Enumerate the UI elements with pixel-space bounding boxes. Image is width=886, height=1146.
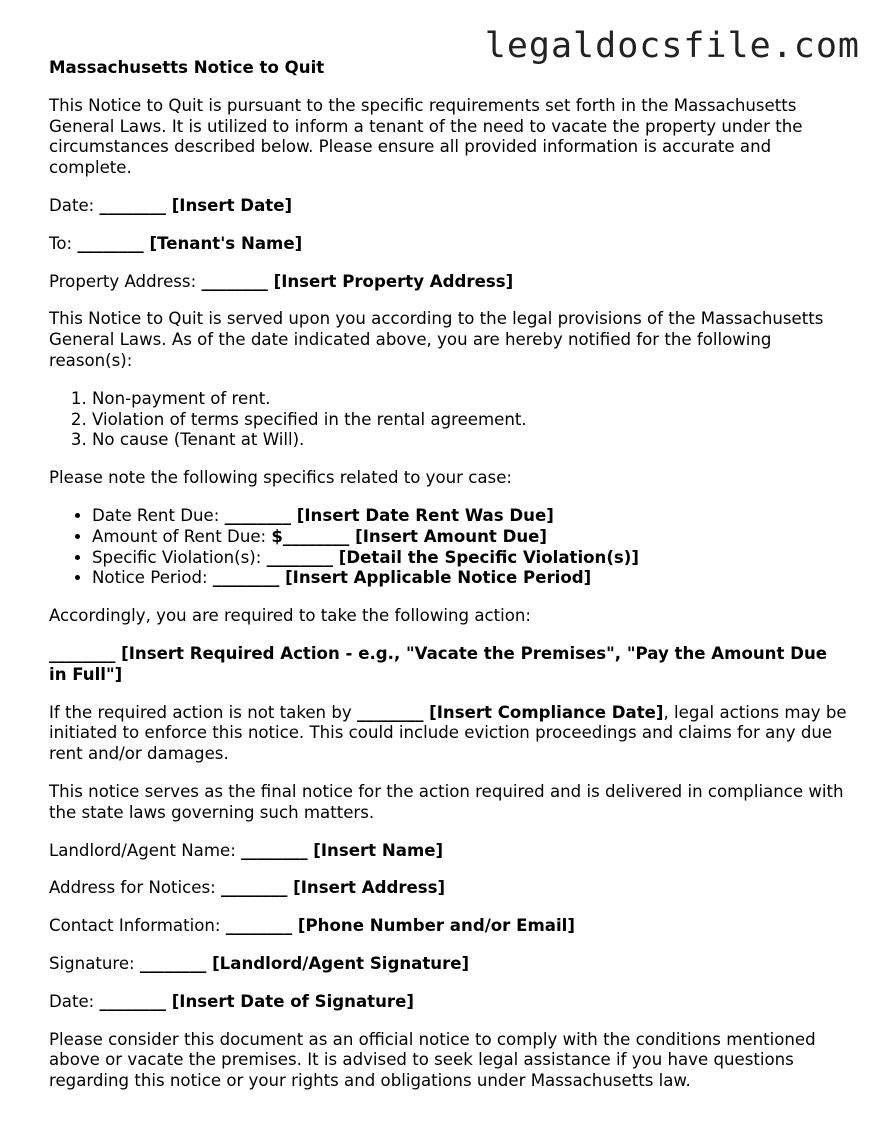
signature-date-label: Date: [49, 991, 95, 1011]
specific-item [92, 506, 849, 527]
specific-blank: ________ [212, 568, 280, 588]
specific-label: Amount of Rent Due: [92, 526, 267, 546]
date-placeholder: [Insert Date] [171, 195, 293, 215]
reasons-list [49, 389, 849, 451]
signature-placeholder: [Landlord/Agent Signature] [212, 953, 470, 973]
required-action [49, 644, 849, 686]
specific-placeholder: [Insert Date Rent Was Due] [296, 505, 554, 525]
specific-placeholder: [Insert Applicable Notice Period] [285, 568, 592, 588]
intro-paragraph: This Notice to Quit is pursuant to the specific requirements set forth in the Massachusetts General Laws. It is utilized to inform a tenant of the need to vacate the property under the circumstances described below. Please ensure all provided information is accurate and complete. [49, 95, 803, 178]
property-address-placeholder: [Insert Property Address] [273, 271, 514, 291]
specific-item [92, 548, 849, 569]
compliance-after: , legal actions may be initiated to enforce this notice. This could include eviction proceedings and claims for any due rent and/or damages. [49, 702, 847, 764]
landlord-name-field [49, 841, 849, 862]
specific-prefix: $ [271, 526, 283, 546]
signature-date-placeholder: [Insert Date of Signature] [171, 991, 414, 1011]
signature-label: Signature: [49, 953, 135, 973]
final-notice-paragraph: This notice serves as the final notice for the action required and is delivered in compliance with the state laws governing such matters. [49, 781, 844, 822]
compliance-paragraph [49, 703, 849, 765]
action-blank: ________ [49, 643, 116, 663]
compliance-blank: ________ [356, 702, 424, 722]
landlord-name-blank: ________ [241, 840, 308, 860]
to-placeholder: [Tenant's Name] [149, 233, 303, 253]
signature-date-blank: ________ [99, 991, 166, 1011]
reason-item: 1. Non-payment of rent. [92, 389, 849, 410]
notice-address-label: Address for Notices: [49, 878, 216, 898]
served-paragraph: This Notice to Quit is served upon you according to the legal provisions of the Massachusetts General Laws. As of the date indicated above, you are hereby notified for the following reason(s): [49, 309, 824, 370]
compliance-before: If the required action is not taken by [49, 702, 352, 722]
watermark: legaldocsfile.com [484, 26, 860, 66]
specific-item [92, 527, 849, 548]
specific-label: Date Rent Due: [92, 505, 220, 525]
landlord-name-placeholder: [Insert Name] [313, 840, 444, 860]
date-field [49, 196, 849, 217]
specific-blank: ________ [266, 547, 334, 567]
to-blank: ________ [77, 233, 144, 253]
contact-info-field [49, 916, 849, 937]
to-field [49, 234, 849, 255]
reason-item: 2. Violation of terms specified in the rental agreement. [92, 410, 849, 431]
specific-placeholder: [Insert Amount Due] [355, 526, 548, 546]
landlord-name-label: Landlord/Agent Name: [49, 840, 236, 860]
compliance-placeholder: [Insert Compliance Date] [429, 702, 664, 722]
document-body [49, 58, 849, 1109]
signature-field [49, 954, 849, 975]
date-label: Date: [49, 195, 95, 215]
specific-item [92, 568, 849, 589]
to-label: To: [49, 233, 73, 253]
property-address-label: Property Address: [49, 271, 197, 291]
closing-paragraph: Please consider this document as an official notice to comply with the conditions mentioned above or vacate the premises. It is advised to seek legal assistance if you have questions regarding this notice or your rights and obligations under Massachusetts law. [49, 1029, 816, 1091]
action-placeholder: [Insert Required Action - e.g., "Vacate the Premises", "Pay the Amount Due in Full"] [49, 643, 828, 684]
signature-date-field [49, 992, 849, 1013]
document-title: Massachusetts Notice to Quit [49, 58, 325, 77]
action-intro: Accordingly, you are required to take the following action: [49, 606, 531, 626]
property-address-field [49, 272, 849, 293]
specifics-list [49, 506, 849, 589]
notice-address-placeholder: [Insert Address] [293, 878, 446, 898]
signature-blank: ________ [139, 953, 207, 973]
property-address-blank: ________ [201, 271, 268, 291]
specific-blank: ________ [282, 526, 350, 546]
specific-label: Specific Violation(s): [92, 547, 262, 567]
notice-address-blank: ________ [220, 878, 288, 898]
contact-info-blank: ________ [225, 916, 293, 936]
specific-placeholder: [Detail the Specific Violation(s)] [338, 547, 639, 567]
contact-info-label: Contact Information: [49, 916, 221, 936]
specifics-intro: Please note the following specifics related to your case: [49, 468, 513, 488]
notice-address-field [49, 878, 849, 899]
reason-item: 3. No cause (Tenant at Will). [92, 430, 849, 451]
date-blank: ________ [99, 195, 166, 215]
specific-label: Notice Period: [92, 568, 208, 588]
contact-info-placeholder: [Phone Number and/or Email] [297, 916, 575, 936]
specific-blank: ________ [224, 505, 291, 525]
